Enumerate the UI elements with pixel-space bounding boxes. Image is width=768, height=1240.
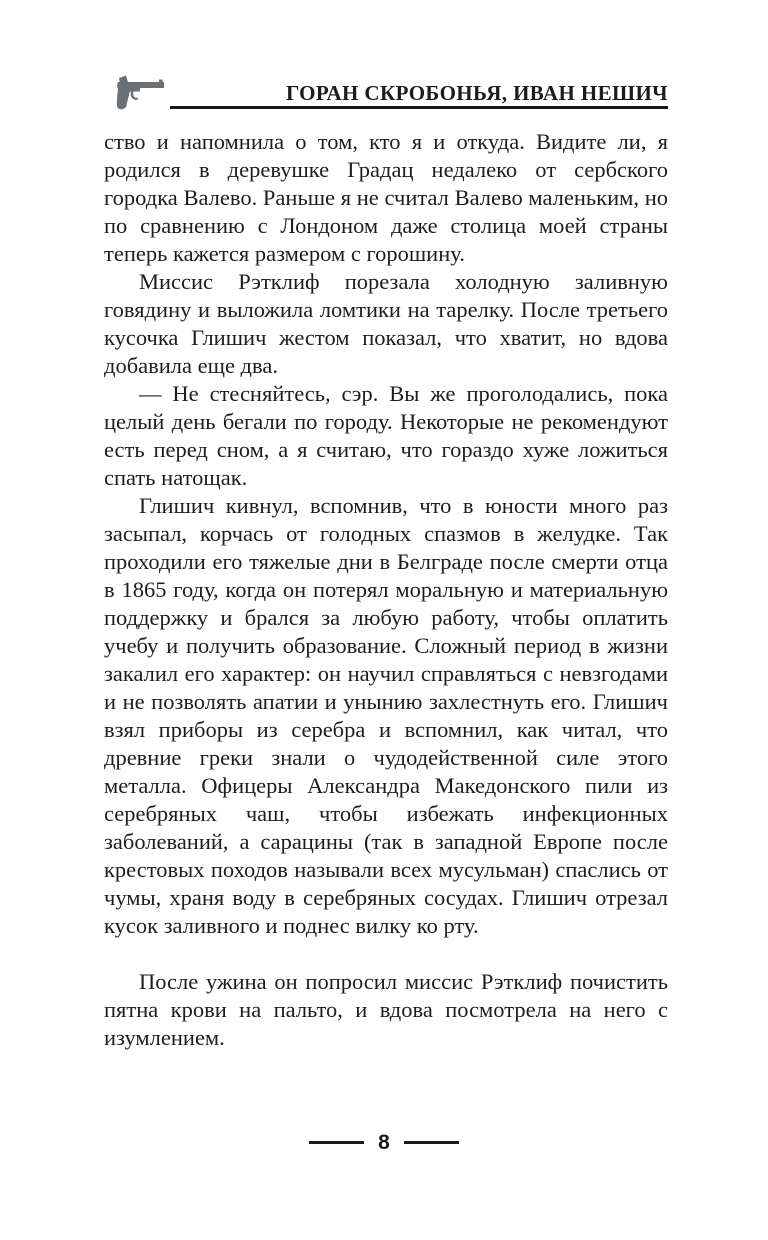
page-footer <box>0 1132 768 1153</box>
revolver-icon <box>110 74 168 114</box>
paragraph-dialogue: — Не стесняйтесь, сэр. Вы же проголодались, пока целый день бегали по городу. Некоторые не рекомендуют есть перед сном, а я считаю, что гораздо хуже ложиться спать натощак. <box>104 381 668 490</box>
paragraph: Глишич кивнул, вспомнив, что в юности много раз засыпал, корчась от голодных спазмов в желудке. Так проходили его тяжелые дни в Белграде после смерти отца в 1865 году, когда он потерял моральную и материальную поддержку и брался за любую работу, чтобы оплатить учебу и получить образование. Сложный период в жизни закалил его характер: он научил справляться с невзгодами и не позволять апатии и унынию захлестнуть его. Глишич взял приборы из серебра и вспомнил, как читал, что древние греки знали о чудодейственной силе этого металла. Офицеры Александра Македонского пили из серебряных чаш, чтобы избежать инфекционных заболеваний, а сарацины (так в западной Европе после крестовых походов называли всех мусульман) спаслись от чумы, храня воду в серебряных сосудах. Глишич отрезал кусок заливного и поднес вилку ко рту. <box>104 493 668 938</box>
paragraph: Миссис Рэтклиф порезала холодную заливную говядину и выложила ломтики на тарелку. После третьего кусочка Глишич жестом показал, что хватит, но вдова добавила еще два. <box>104 269 668 378</box>
page-text <box>104 128 668 1052</box>
header-rule <box>170 106 668 109</box>
paragraph-continuation: ство и напомнила о том, кто я и откуда. Видите ли, я родился в деревушке Градац недалеко от сербского городка Валево. Раньше я не считал Валево маленьким, но по сравнению с Лондоном даже столица моей страны теперь кажется размером с горошину. <box>104 129 668 266</box>
folio-rule-left <box>309 1141 364 1144</box>
running-head-authors: ГОРАН СКРОБОНЬЯ, ИВАН НЕШИЧ <box>285 81 668 105</box>
folio-rule-right <box>404 1141 459 1144</box>
page-number: 8 <box>378 1131 390 1154</box>
paragraph-new-section: После ужина он попросил миссис Рэтклиф почистить пятна крови на пальто, и вдова посмотрела на него с изумлением. <box>104 969 668 1050</box>
